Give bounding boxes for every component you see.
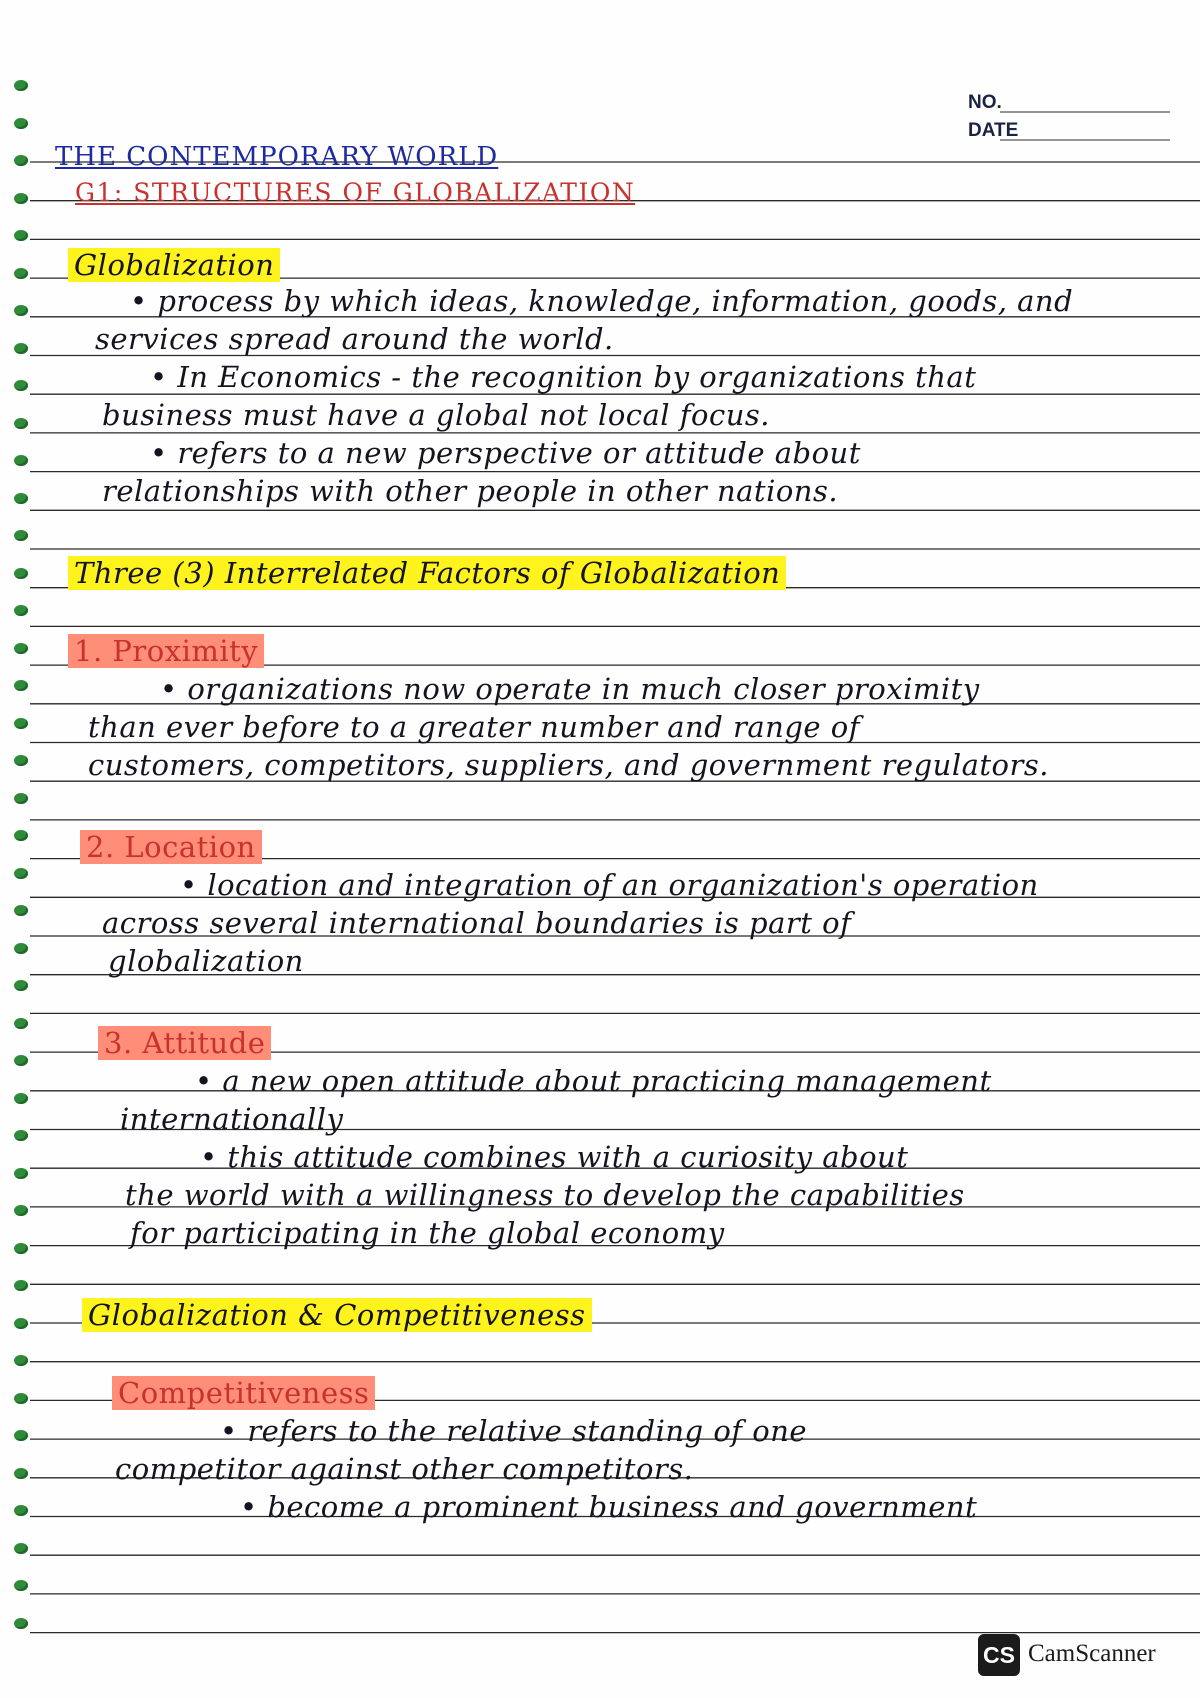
prox-line-1: • organizations now operate in much closer proximity	[160, 672, 980, 706]
date-label: DATE	[968, 120, 1019, 141]
heading-globalization	[68, 248, 280, 282]
att-line-4: the world with a willingness to develop the capabilities	[125, 1178, 965, 1212]
binding-dot	[14, 1543, 28, 1554]
glob-line-6: relationships with other people in other nations.	[102, 474, 839, 508]
binding-dot	[14, 568, 28, 579]
binding-dot	[14, 980, 28, 991]
binding-dot	[14, 943, 28, 954]
binding-dot	[14, 1243, 28, 1254]
prox-line-2: than ever before to a greater number and range of	[88, 710, 860, 744]
glob-comp-heading-text: Globalization & Competitiveness	[82, 1298, 592, 1332]
binding-dot	[14, 1430, 28, 1441]
binding-dot	[14, 1318, 28, 1329]
comp-line-3: • become a prominent business and government	[240, 1490, 978, 1524]
binding-dot	[14, 230, 28, 241]
topic-title: G1: STRUCTURES OF GLOBALIZATION	[75, 178, 636, 207]
binding-dot	[14, 1505, 28, 1516]
binding-dot	[14, 193, 28, 204]
binding-dot	[14, 1355, 28, 1366]
glob-line-3: • In Economics - the recognition by organizations that	[150, 360, 977, 394]
binding-dot	[14, 493, 28, 504]
factors-heading-text: Three (3) Interrelated Factors of Globalization	[68, 556, 786, 590]
binding-dot	[14, 793, 28, 804]
att-line-5: for participating in the global economy	[130, 1216, 725, 1250]
binding-dot	[14, 1580, 28, 1591]
glob-line-4: business must have a global not local focus.	[102, 398, 771, 432]
binding-dot	[14, 305, 28, 316]
binding-dot	[14, 1205, 28, 1216]
binding-dot	[14, 155, 28, 166]
no-label: NO.	[968, 92, 1002, 113]
globalization-heading-text: Globalization	[68, 248, 280, 282]
heading-factors	[68, 556, 786, 590]
binding-dot	[14, 1468, 28, 1479]
binding-dot	[14, 830, 28, 841]
loc-line-1: • location and integration of an organization's operation	[180, 868, 1039, 902]
binding-dot	[14, 605, 28, 616]
binding-dot	[14, 643, 28, 654]
binding-dot	[14, 380, 28, 391]
heading-competitiveness	[112, 1376, 375, 1410]
binding-dot	[14, 905, 28, 916]
binding-dot	[14, 530, 28, 541]
glob-line-5: • refers to a new perspective or attitude about	[150, 436, 861, 470]
heading-proximity	[68, 634, 264, 668]
loc-line-3: globalization	[108, 944, 304, 978]
att-line-2: internationally	[120, 1102, 344, 1136]
binding-dot	[14, 268, 28, 279]
binding-dot	[14, 118, 28, 129]
location-heading-text: 2. Location	[80, 830, 262, 864]
binding-dot	[14, 1168, 28, 1179]
binding-dot	[14, 80, 28, 91]
binding-dot	[14, 1280, 28, 1291]
binding-dot	[14, 1130, 28, 1141]
binding-dot	[14, 418, 28, 429]
course-title: THE CONTEMPORARY WORLD	[55, 142, 499, 172]
camscanner-name: CamScanner	[1028, 1640, 1156, 1667]
binding-dot	[14, 1093, 28, 1104]
heading-attitude	[98, 1026, 271, 1060]
proximity-heading-text: 1. Proximity	[68, 634, 264, 668]
heading-glob-comp	[82, 1298, 592, 1332]
binding-dot	[14, 1055, 28, 1066]
comp-line-2: competitor against other competitors.	[115, 1452, 694, 1486]
binding-dot	[14, 1018, 28, 1029]
camscanner-logo: CS	[978, 1634, 1020, 1676]
competitiveness-heading-text: Competitiveness	[112, 1376, 375, 1410]
binding-dot	[14, 680, 28, 691]
binding-dot	[14, 1393, 28, 1404]
comp-line-1: • refers to the relative standing of one	[220, 1414, 808, 1448]
binding-dot	[14, 455, 28, 466]
att-line-3: • this attitude combines with a curiosity about	[200, 1140, 909, 1174]
loc-line-2: across several international boundaries is part of	[102, 906, 852, 940]
binding-dots	[10, 80, 40, 1640]
attitude-heading-text: 3. Attitude	[98, 1026, 271, 1060]
prox-line-3: customers, competitors, suppliers, and government regulators.	[88, 748, 1049, 782]
binding-dot	[14, 343, 28, 354]
glob-line-1: • process by which ideas, knowledge, information, goods, and	[130, 284, 1074, 318]
glob-line-2: services spread around the world.	[95, 322, 614, 356]
heading-location	[80, 830, 262, 864]
binding-dot	[14, 1618, 28, 1629]
att-line-1: • a new open attitude about practicing management	[195, 1064, 992, 1098]
binding-dot	[14, 868, 28, 879]
binding-dot	[14, 755, 28, 766]
binding-dot	[14, 718, 28, 729]
